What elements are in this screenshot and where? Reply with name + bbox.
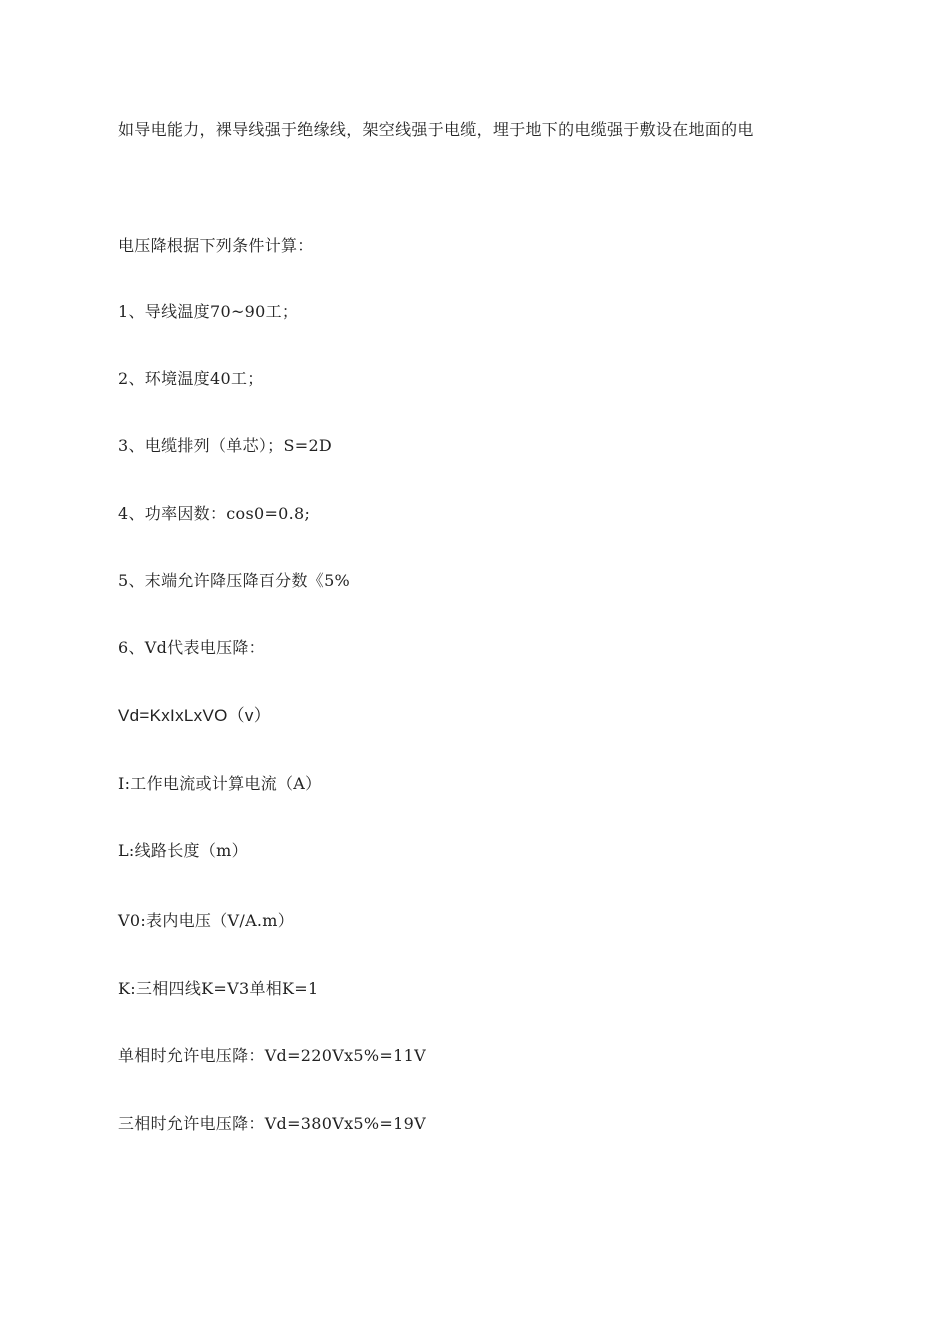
- definition-table-voltage: V0:表内电压（V/A.m）: [118, 911, 295, 930]
- condition-conductor-temperature: 1、导线温度70~90工；: [118, 302, 299, 321]
- definition-length: L:线路长度（m）: [118, 841, 248, 860]
- condition-allowed-drop-percent: 5、末端允许降压降百分数《5%: [118, 571, 351, 590]
- condition-vd-definition: 6、Vd代表电压降：: [118, 638, 265, 657]
- paragraph-voltage-drop-intro: 电压降根据下列条件计算：: [118, 236, 314, 255]
- condition-cable-arrangement: 3、电缆排列（单芯）；S=2D: [118, 436, 333, 455]
- condition-ambient-temperature: 2、环境温度40工；: [118, 369, 264, 388]
- definition-k-factor: K:三相四线K=V3单相K=1: [118, 979, 319, 998]
- formula-vd: Vd=KxIxLxVO（v）: [118, 706, 271, 725]
- three-phase-allowed-drop: 三相时允许电压降：Vd=380Vx5%=19V: [118, 1114, 426, 1133]
- definition-current: I:工作电流或计算电流（A）: [118, 774, 322, 793]
- condition-power-factor: 4、功率因数：cos0=0.8;: [118, 504, 311, 523]
- single-phase-allowed-drop: 单相时允许电压降：Vd=220Vx5%=11V: [118, 1046, 426, 1065]
- paragraph-conductivity-comparison: 如导电能力，裸导线强于绝缘线，架空线强于电缆，埋于地下的电缆强于敷设在地面的电: [118, 120, 754, 139]
